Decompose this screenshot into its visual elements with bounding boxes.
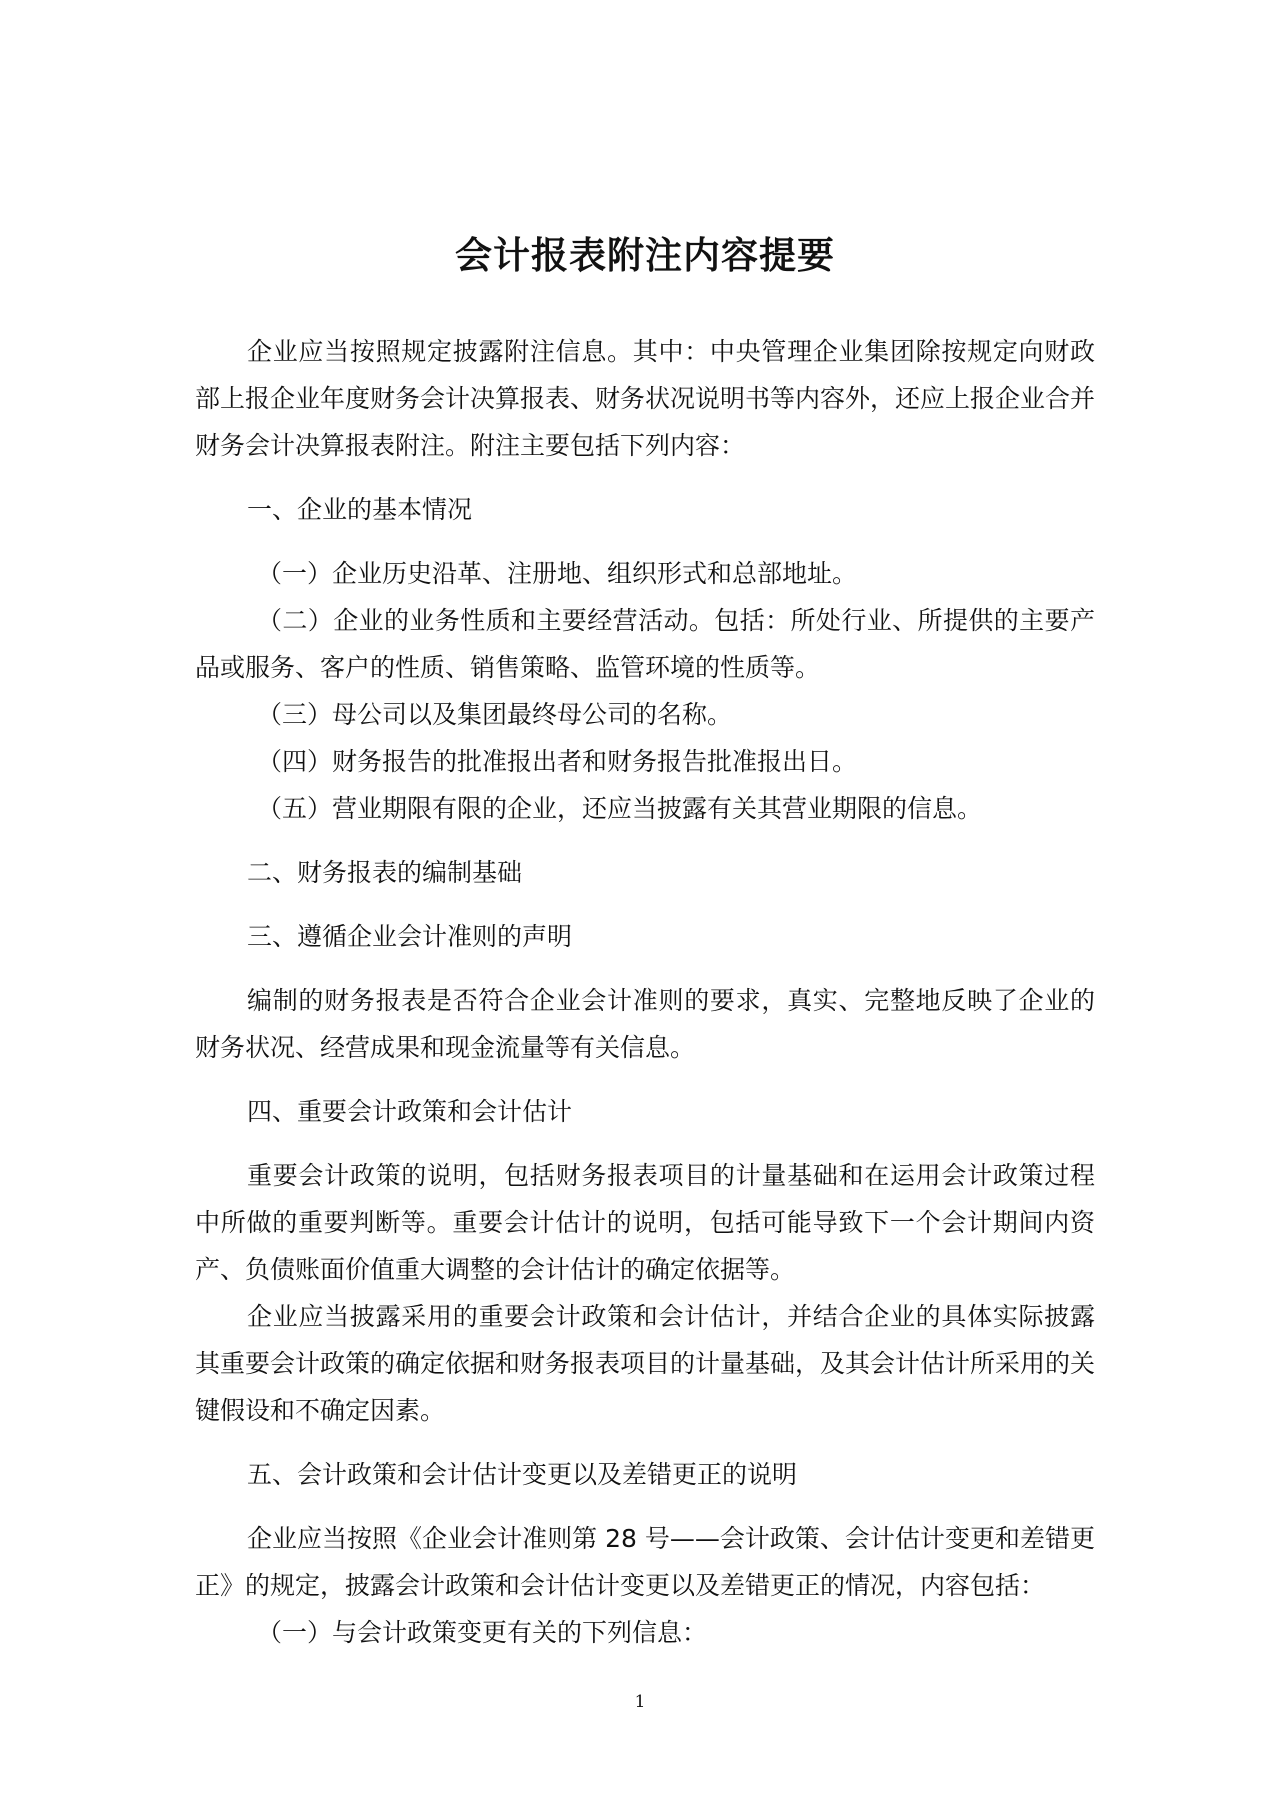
- page-number: 1: [634, 1692, 646, 1712]
- section-heading-5: 五、会计政策和会计估计变更以及差错更正的说明: [247, 1460, 798, 1489]
- list-item: （四）财务报告的批准报出者和财务报告批准报出日。: [257, 747, 858, 776]
- body-paragraph: 编制的财务报表是否符合企业会计准则的要求，真实、完整地反映了企业的财务状况、经营成果和现金流量等有关信息。: [195, 986, 1095, 1062]
- section-heading-4: 四、重要会计政策和会计估计: [247, 1097, 573, 1126]
- list-item: （一）企业历史沿革、注册地、组织形式和总部地址。: [257, 559, 858, 588]
- document-body: [195, 226, 1095, 1656]
- intro-paragraph: 企业应当按照规定披露附注信息。其中：中央管理企业集团除按规定向财政部上报企业年度财务会计决算报表、财务状况说明书等内容外，还应上报企业合并财务会计决算报表附注。附注主要包括下列内容：: [195, 337, 1096, 460]
- body-paragraph: 重要会计政策的说明，包括财务报表项目的计量基础和在运用会计政策过程中所做的重要判断等。重要会计估计的说明，包括可能导致下一个会计期间内资产、负债账面价值重大调整的会计估计的确定依据等。: [195, 1161, 1095, 1284]
- list-item: （一）与会计政策变更有关的下列信息：: [257, 1618, 708, 1647]
- document-title: 会计报表附注内容提要: [455, 234, 835, 277]
- list-item: （三）母公司以及集团最终母公司的名称。: [257, 700, 733, 729]
- body-paragraph: 企业应当按照《企业会计准则第 28 号——会计政策、会计估计变更和差错更正》的规定，披露会计政策和会计估计变更以及差错更正的情况，内容包括：: [195, 1524, 1095, 1600]
- list-item: （二）企业的业务性质和主要经营活动。包括：所处行业、所提供的主要产品或服务、客户的性质、销售策略、监管环境的性质等。: [195, 606, 1095, 682]
- section-heading-1: 一、企业的基本情况: [247, 495, 473, 524]
- list-item: （五）营业期限有限的企业，还应当披露有关其营业期限的信息。: [257, 794, 983, 823]
- body-paragraph: 企业应当披露采用的重要会计政策和会计估计，并结合企业的具体实际披露其重要会计政策的确定依据和财务报表项目的计量基础，及其会计估计所采用的关键假设和不确定因素。: [195, 1302, 1096, 1425]
- section-heading-2: 二、财务报表的编制基础: [247, 858, 523, 887]
- section-heading-3: 三、遵循企业会计准则的声明: [247, 922, 573, 951]
